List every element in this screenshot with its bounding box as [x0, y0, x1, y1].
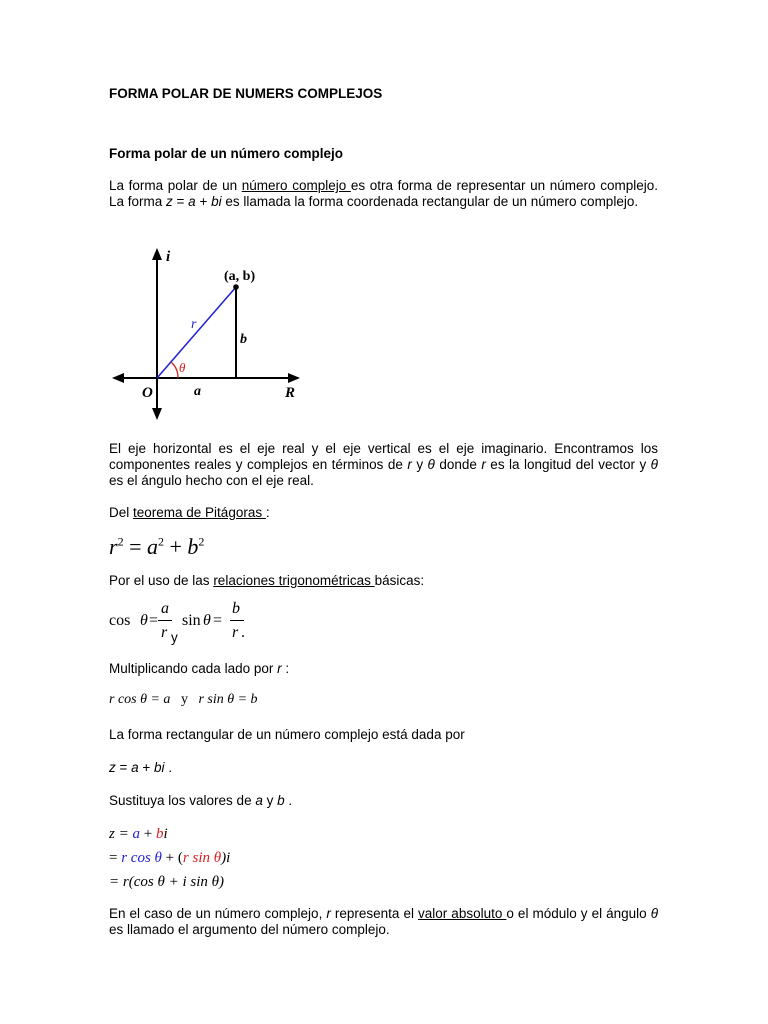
pythagoras-equation: $r^2 = a^2 + b^2$: [109, 534, 205, 559]
page-title: FORMA POLAR DE NUMERS COMPLEJOS: [109, 86, 383, 101]
point-label: (a, b): [224, 269, 256, 284]
eq-line-1: z = a + bi: [109, 826, 168, 842]
link-teorema-pitagoras[interactable]: teorema de Pitágoras: [133, 505, 266, 520]
eq-line-3: = r(cos θ + i sin θ): [109, 874, 224, 890]
point-ab: [233, 284, 239, 290]
fraction-bar: [230, 620, 244, 621]
eq-line-2: = r cos θ + (r sin θ)i: [109, 850, 231, 866]
intro-paragraph: La forma polar de un número complejo es otra forma de representar un número complejo. La forma z = a + bi es llamada la forma coordenada rectangular de un número complejo.: [109, 178, 658, 209]
axis-arrow-up: [152, 248, 162, 260]
trig-equation: cos θ = a r y sin θ = b r .: [109, 600, 245, 645]
trig-paragraph: Por el uso de las relaciones trigonométricas básicas:: [109, 573, 425, 588]
fraction-bar: [158, 620, 172, 621]
R-label: R: [285, 385, 296, 401]
multiply-equation: r cos θ = a y r sin θ = b: [109, 692, 258, 707]
link-relaciones-trigonometricas[interactable]: relaciones trigonométricas: [213, 573, 375, 588]
axes-paragraph: El eje horizontal es el eje real y el eje vertical es el eje imaginario. Encontramos los componentes reales y complejos en términos de r y θ donde r es la longitud del vector y θ es el ángulo hecho con el eje real.: [109, 441, 658, 488]
multiply-paragraph: Multiplicando cada lado por r :: [109, 661, 290, 676]
b-label: b: [240, 332, 247, 347]
theta-arc: [171, 362, 178, 378]
theta-label: θ: [179, 360, 186, 375]
axis-arrow-right: [288, 373, 300, 383]
i-label: i: [166, 249, 171, 265]
polar-diagram: [108, 244, 308, 424]
rectangular-equation: z = a + bi .: [109, 760, 173, 775]
axis-arrow-down: [152, 408, 162, 420]
substitute-paragraph: Sustituya los valores de a y b .: [109, 793, 293, 808]
axis-arrow-left: [112, 373, 124, 383]
rectangular-paragraph: La forma rectangular de un número complejo está dada por: [109, 727, 465, 742]
o-label: O: [142, 385, 153, 401]
r-label: r: [191, 317, 197, 332]
pythagoras-paragraph: Del teorema de Pitágoras :: [109, 505, 270, 520]
a-label: a: [194, 384, 201, 399]
section-heading: Forma polar de un número complejo: [109, 146, 344, 161]
conclusion-paragraph: En el caso de un número complejo, r representa el valor absoluto o el módulo y el ángulo θ es llamado el argumento del número complejo.: [109, 906, 659, 937]
link-numero-complejo[interactable]: número complejo: [241, 178, 351, 193]
r-vector: [157, 287, 236, 378]
link-valor-absoluto[interactable]: valor absoluto: [418, 906, 507, 921]
substitution-equations: [109, 822, 230, 894]
